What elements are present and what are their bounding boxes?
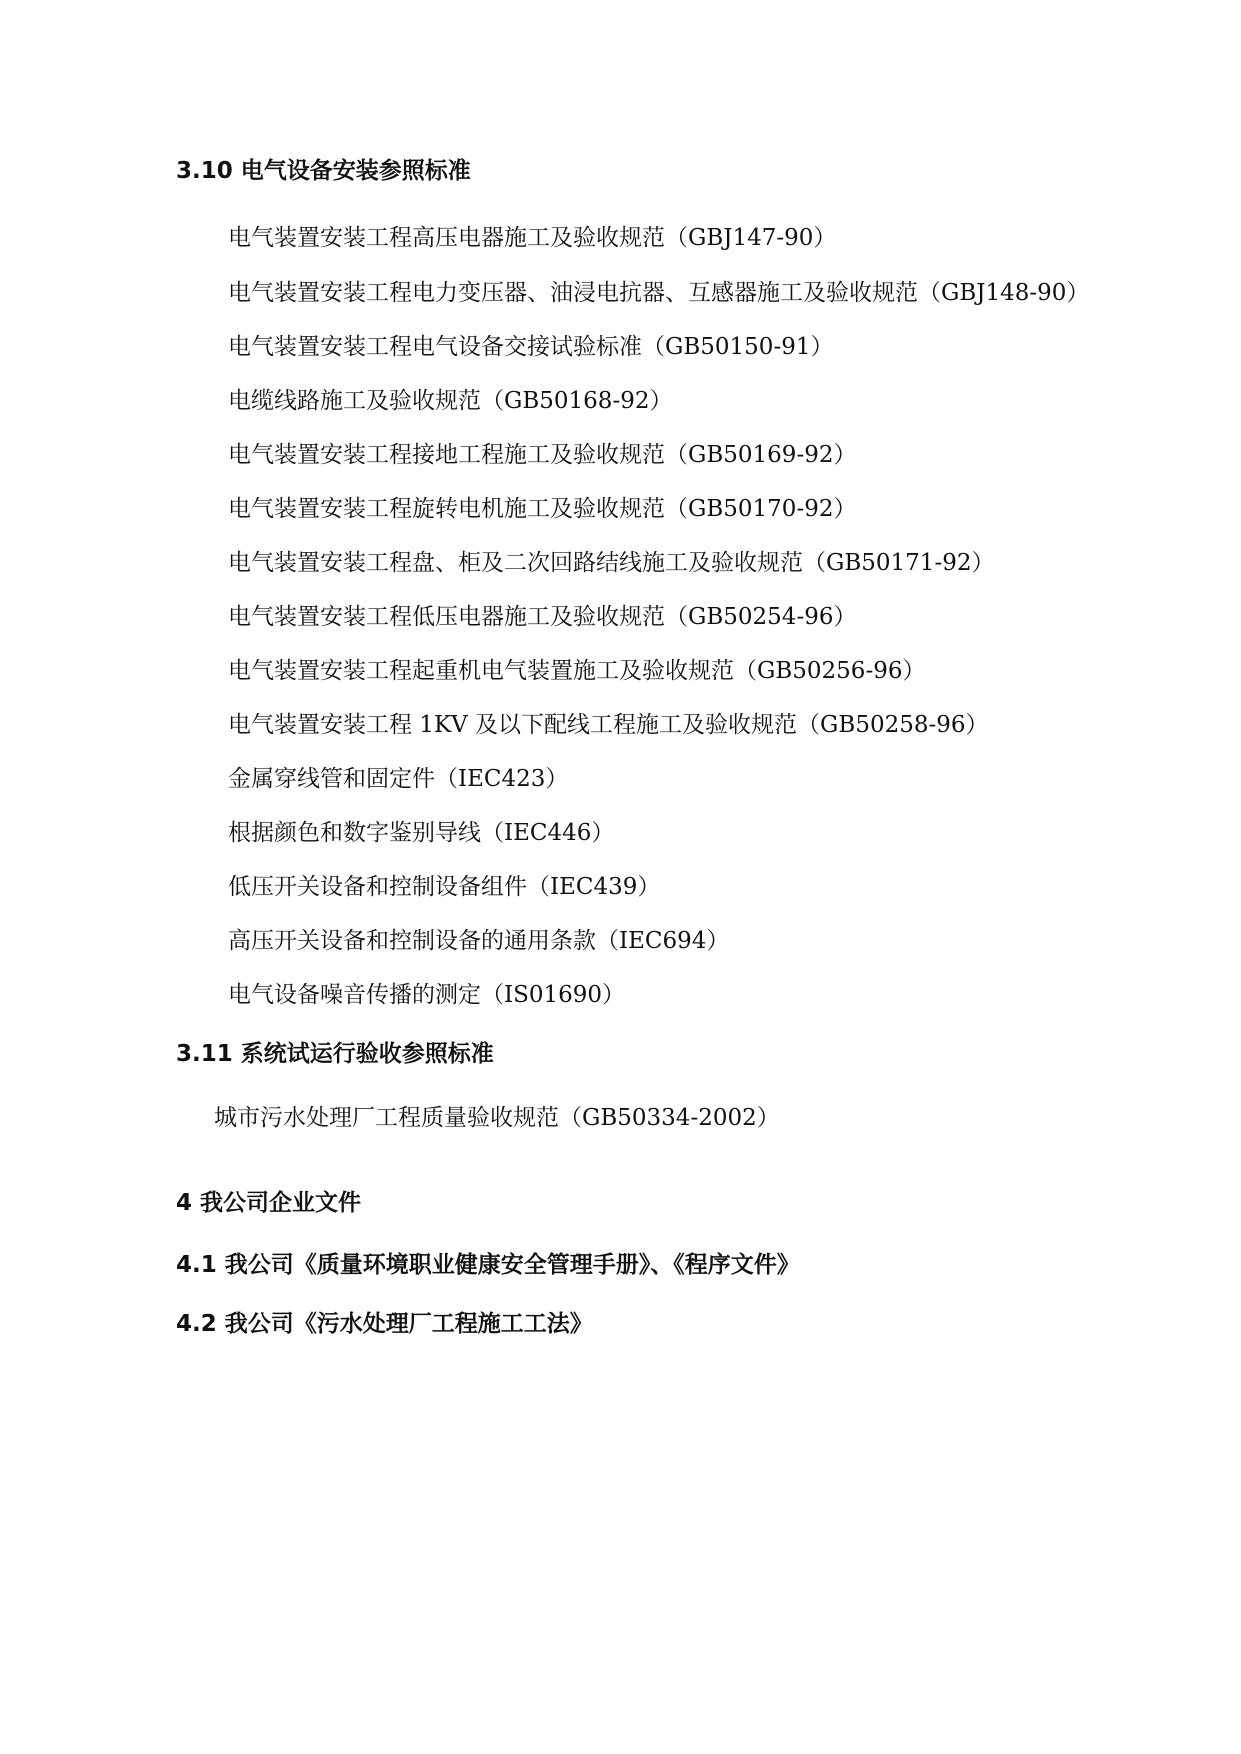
- standard-item: 电气装置安装工程盘、柜及二次回路结线施工及验收规范（GB50171-92）: [228, 550, 995, 576]
- standard-item: 电气装置安装工程旋转电机施工及验收规范（GB50170-92）: [228, 496, 857, 522]
- standard-item: 根据颜色和数字鉴别导线（IEC446）: [228, 820, 615, 846]
- standard-item: 电气装置安装工程高压电器施工及验收规范（GBJ147-90）: [228, 225, 837, 251]
- standard-item: 电气装置安装工程 1KV 及以下配线工程施工及验收规范（GB50258-96）: [228, 712, 989, 738]
- standard-item: 低压开关设备和控制设备组件（IEC439）: [228, 874, 661, 900]
- section-heading-4-2: 4.2 我公司《污水处理厂工程施工工法》: [176, 1311, 593, 1337]
- standard-item: 电气装置安装工程接地工程施工及验收规范（GB50169-92）: [228, 442, 857, 468]
- standard-item: 电缆线路施工及验收规范（GB50168-92）: [228, 388, 673, 414]
- standard-item: 电气装置安装工程低压电器施工及验收规范（GB50254-96）: [228, 604, 857, 630]
- standard-item: 电气设备噪音传播的测定（IS01690）: [228, 982, 626, 1008]
- section-heading-4-1: 4.1 我公司《质量环境职业健康安全管理手册》、《程序文件》: [176, 1252, 800, 1278]
- standard-item: 电气装置安装工程起重机电气装置施工及验收规范（GB50256-96）: [228, 658, 926, 684]
- standard-item: 电气装置安装工程电气设备交接试验标准（GB50150-91）: [228, 334, 834, 360]
- section-heading-3-11: 3.11 系统试运行验收参照标准: [176, 1041, 494, 1067]
- standard-item: 城市污水处理厂工程质量验收规范（GB50334-2002）: [214, 1105, 780, 1131]
- standard-item: 高压开关设备和控制设备的通用条款（IEC694）: [228, 928, 730, 954]
- standard-item: 电气装置安装工程电力变压器、油浸电抗器、互感器施工及验收规范（GBJ148-90）: [228, 280, 1090, 306]
- standard-item: 金属穿线管和固定件（IEC423）: [228, 766, 569, 792]
- section-heading-3-10: 3.10 电气设备安装参照标准: [176, 158, 471, 184]
- section-heading-4: 4 我公司企业文件: [176, 1190, 362, 1216]
